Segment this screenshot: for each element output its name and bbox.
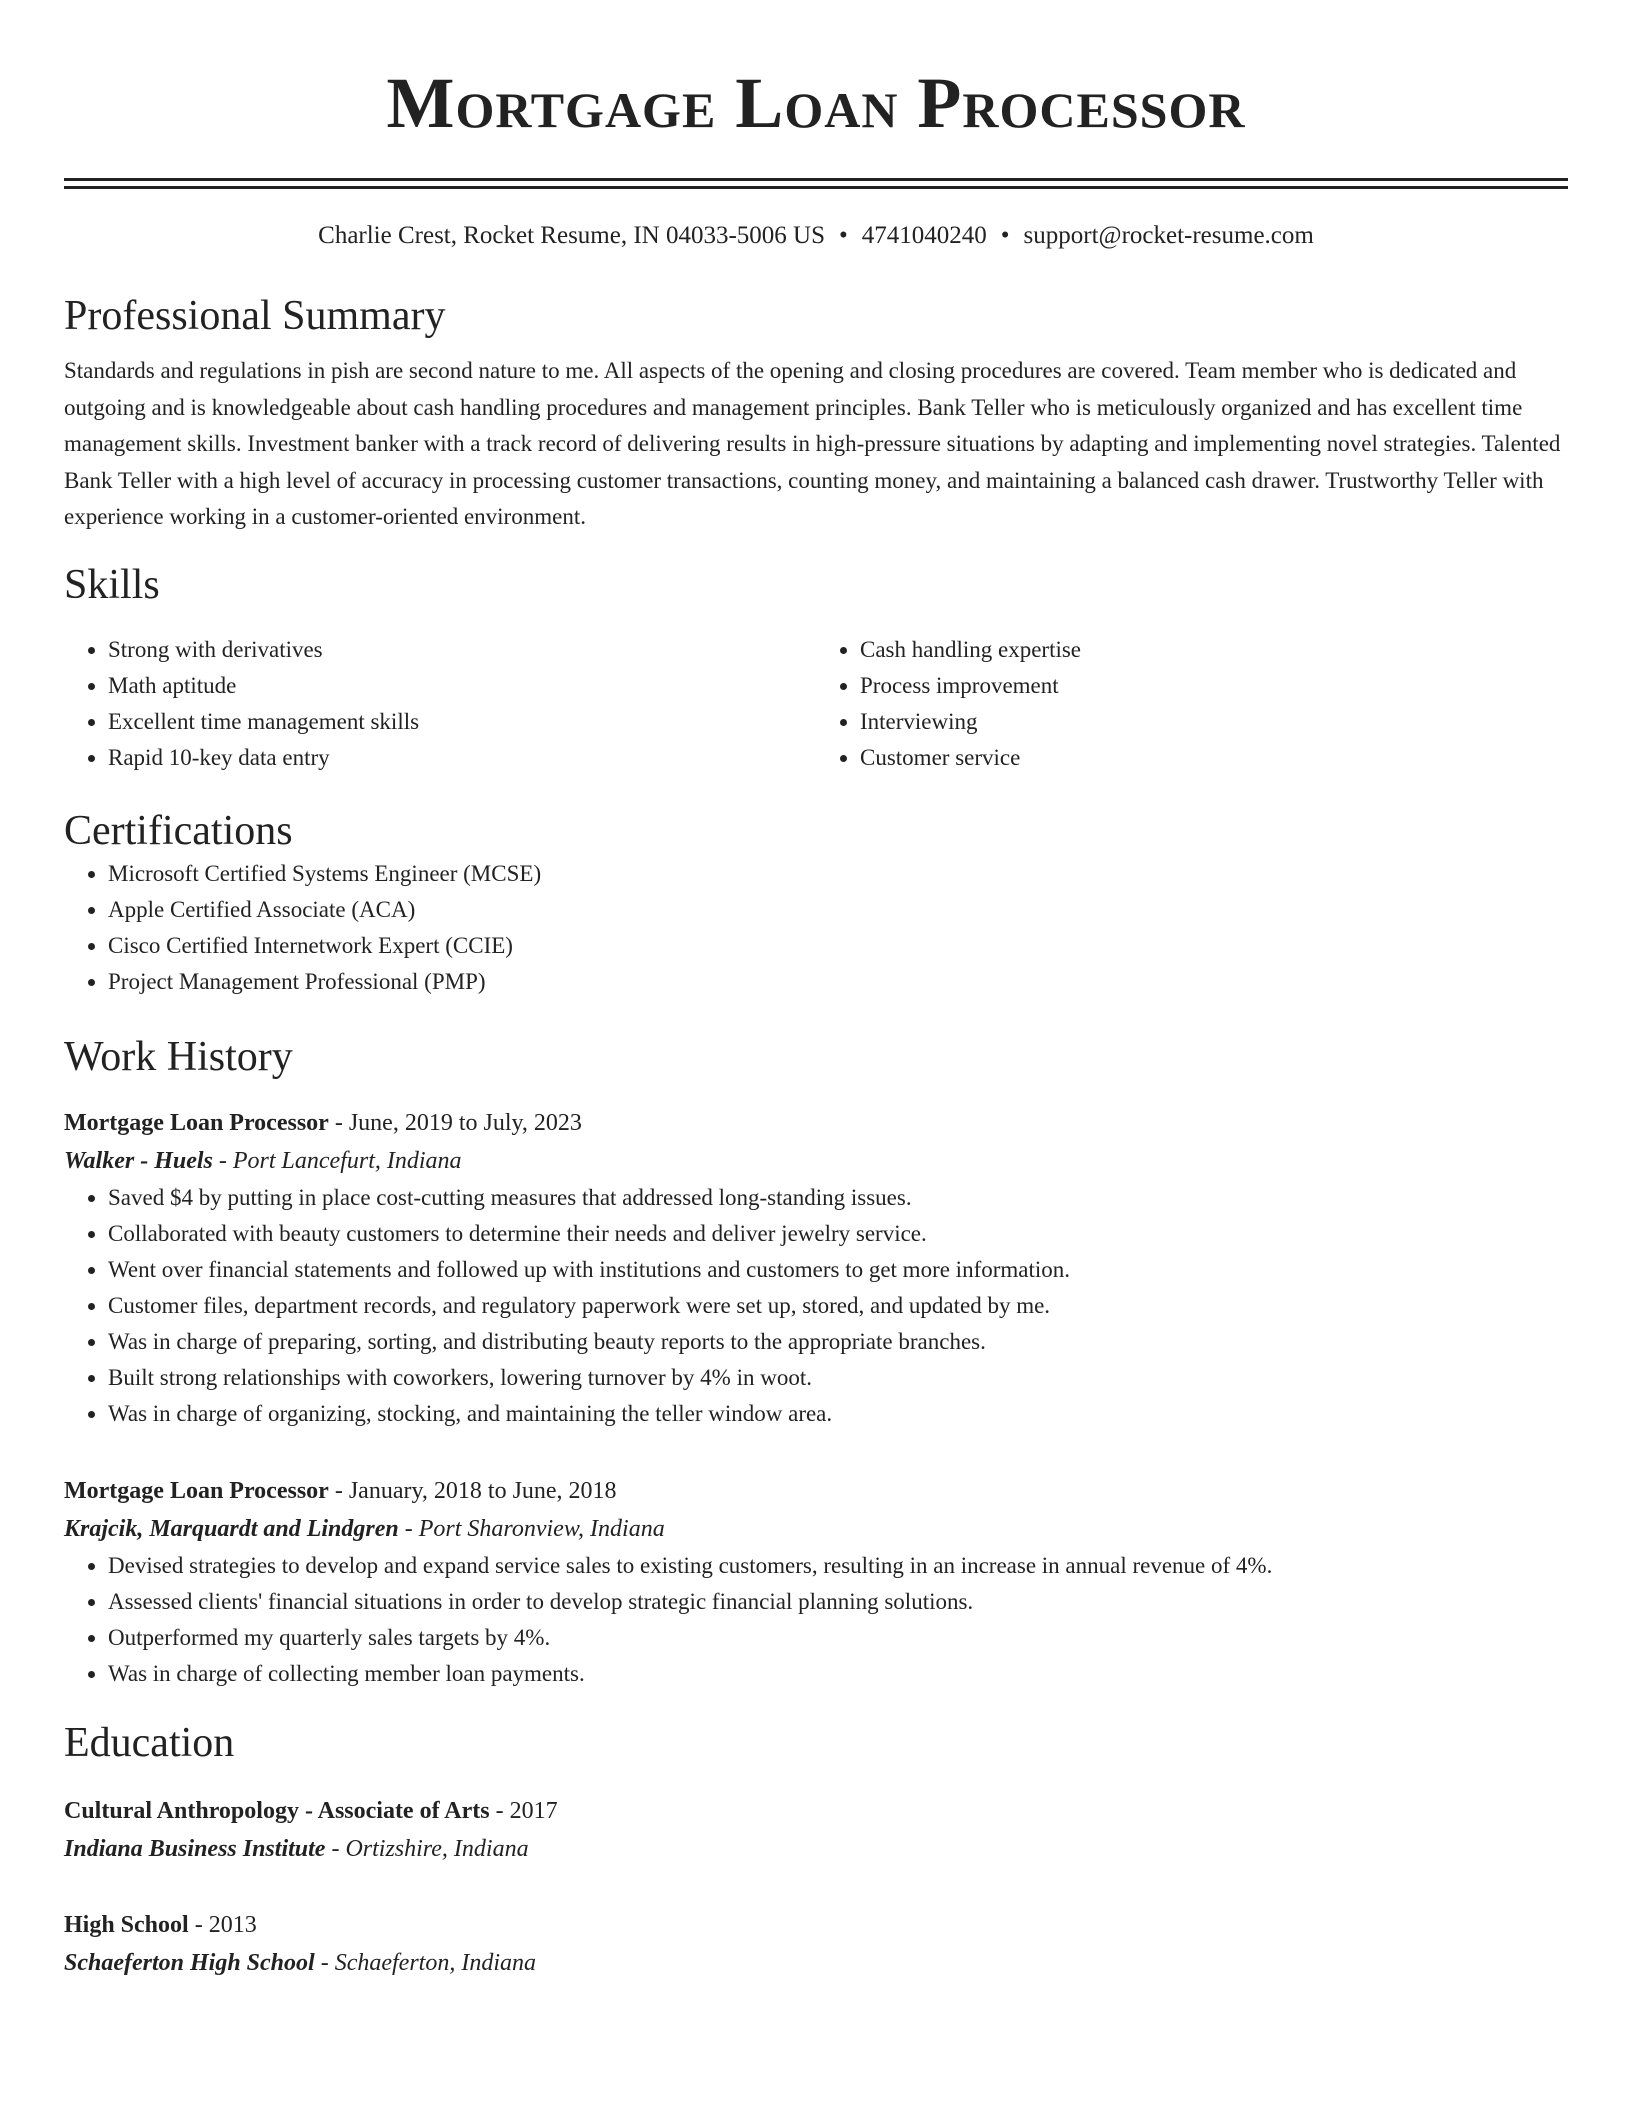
section-heading-skills: Skills xyxy=(64,561,160,608)
employer-line xyxy=(64,1142,1568,1180)
school-line xyxy=(64,1830,1568,1868)
skill-item: • Excellent time management skills xyxy=(108,704,816,740)
certifications-list xyxy=(64,856,1568,1000)
skill-item: • Process improvement xyxy=(860,668,1568,704)
employer-name: Krajcik, Marquardt and Lindgren xyxy=(64,1515,399,1542)
section-heading-education: Education xyxy=(64,1719,235,1766)
job-duty: • Outperformed my quarterly sales targets by 4%. xyxy=(108,1620,1568,1656)
job-duty: • Customer files, department records, and regulatory paperwork were set up, stored, and updated by me. xyxy=(108,1288,1568,1324)
section-heading-certifications: Certifications xyxy=(64,807,293,854)
skill-item: • Math aptitude xyxy=(108,668,816,704)
job-title: Mortgage Loan Processor xyxy=(64,1109,329,1136)
job-duty: • Saved $4 by putting in place cost-cutting measures that addressed long-standing issues. xyxy=(108,1180,1568,1216)
job-title-line xyxy=(64,1104,1568,1142)
job-title-line xyxy=(64,1472,1568,1510)
school-line xyxy=(64,1944,1568,1982)
certification-item: • Microsoft Certified Systems Engineer (MCSE) xyxy=(108,856,1568,892)
employer-name: Walker - Huels xyxy=(64,1147,213,1174)
school-location: - Ortizshire, Indiana xyxy=(325,1835,529,1862)
certification-item: • Project Management Professional (PMP) xyxy=(108,964,1568,1000)
job-dates: - June, 2019 to July, 2023 xyxy=(328,1109,582,1136)
skill-item: • Customer service xyxy=(860,740,1568,776)
contact-email: support@rocket-resume.com xyxy=(1023,222,1314,249)
skills-columns xyxy=(64,632,1568,776)
contact-separator: • xyxy=(839,222,848,249)
job-duty: • Was in charge of collecting member loan payments. xyxy=(108,1656,1568,1692)
skill-item: • Strong with derivatives xyxy=(108,632,816,668)
job-duty: • Was in charge of organizing, stocking, and maintaining the teller window area. xyxy=(108,1396,1568,1432)
job-duty: • Collaborated with beauty customers to determine their needs and deliver jewelry service. xyxy=(108,1216,1568,1252)
school-location: - Schaeferton, Indiana xyxy=(314,1949,536,1976)
resume-title: Mortgage Loan Processor xyxy=(386,63,1246,143)
professional-summary-section xyxy=(64,291,1568,536)
section-heading-work-history: Work History xyxy=(64,1033,293,1080)
contact-line xyxy=(64,219,1568,253)
job-entry xyxy=(64,1472,1568,1692)
job-duties-list xyxy=(64,1548,1568,1692)
job-duty: • Assessed clients' financial situations in order to develop strategic financial planning solutions. xyxy=(108,1584,1568,1620)
job-duty: • Went over financial statements and followed up with institutions and customers to get more information. xyxy=(108,1252,1568,1288)
skills-list-right xyxy=(816,632,1568,776)
contact-separator: • xyxy=(1000,222,1010,249)
degree-name: Cultural Anthropology - Associate of Arts xyxy=(64,1797,490,1824)
job-duty: • Built strong relationships with coworkers, lowering turnover by 4% in woot. xyxy=(108,1360,1568,1396)
job-duty: • Was in charge of preparing, sorting, and distributing beauty reports to the appropriate branches. xyxy=(108,1324,1568,1360)
certification-item: • Apple Certified Associate (ACA) xyxy=(108,892,1568,928)
job-duties-list xyxy=(64,1180,1568,1432)
contact-phone: 4741040240 xyxy=(861,222,987,249)
job-entry xyxy=(64,1104,1568,1432)
job-dates: - January, 2018 to June, 2018 xyxy=(328,1477,617,1504)
skills-list-left xyxy=(64,632,816,776)
job-duty: • Devised strategies to develop and expand service sales to existing customers, resulting in an increase in annual revenue of 4%. xyxy=(108,1548,1568,1584)
education-section xyxy=(64,1718,1568,1982)
work-history-section xyxy=(64,1032,1568,1692)
skill-item: • Interviewing xyxy=(860,704,1568,740)
education-entry xyxy=(64,1906,1568,1982)
graduation-year: - 2017 xyxy=(489,1797,558,1824)
job-title: Mortgage Loan Processor xyxy=(64,1477,329,1504)
school-name: Schaeferton High School xyxy=(64,1949,315,1976)
contact-address: Charlie Crest, Rocket Resume, IN 04033-5006 US xyxy=(318,222,826,249)
employer-line xyxy=(64,1510,1568,1548)
skills-section xyxy=(64,560,1568,776)
employer-location: - Port Sharonview, Indiana xyxy=(398,1515,665,1542)
school-name: Indiana Business Institute xyxy=(64,1835,326,1862)
degree-name: High School xyxy=(64,1911,189,1938)
section-heading-summary: Professional Summary xyxy=(64,293,446,339)
graduation-year: - 2013 xyxy=(188,1911,257,1938)
employer-location: - Port Lancefurt, Indiana xyxy=(212,1147,462,1174)
education-entry xyxy=(64,1792,1568,1868)
degree-line xyxy=(64,1906,1568,1944)
certifications-section xyxy=(64,806,1568,1000)
degree-line xyxy=(64,1792,1568,1830)
certification-item: • Cisco Certified Internetwork Expert (CCIE) xyxy=(108,928,1568,964)
skill-item: • Cash handling expertise xyxy=(860,632,1568,668)
skill-item: • Rapid 10-key data entry xyxy=(108,740,816,776)
title-double-rule xyxy=(64,178,1568,189)
summary-paragraph: Standards and regulations in pish are second nature to me. All aspects of the opening and closing procedures are covered. Team member who is dedicated and outgoing and is knowledgeable about cash handling procedures and management principles. Bank Teller who is meticulously organized and has excellent time management skills. Investment banker with a track record of delivering results in high-pressure situations by adapting and implementing novel strategies. Talented Bank Teller with a high level of accuracy in processing customer transactions, counting money, and maintaining a balanced cash drawer. Trustworthy Teller with experience working in a customer-oriented environment. xyxy=(64,358,1561,529)
